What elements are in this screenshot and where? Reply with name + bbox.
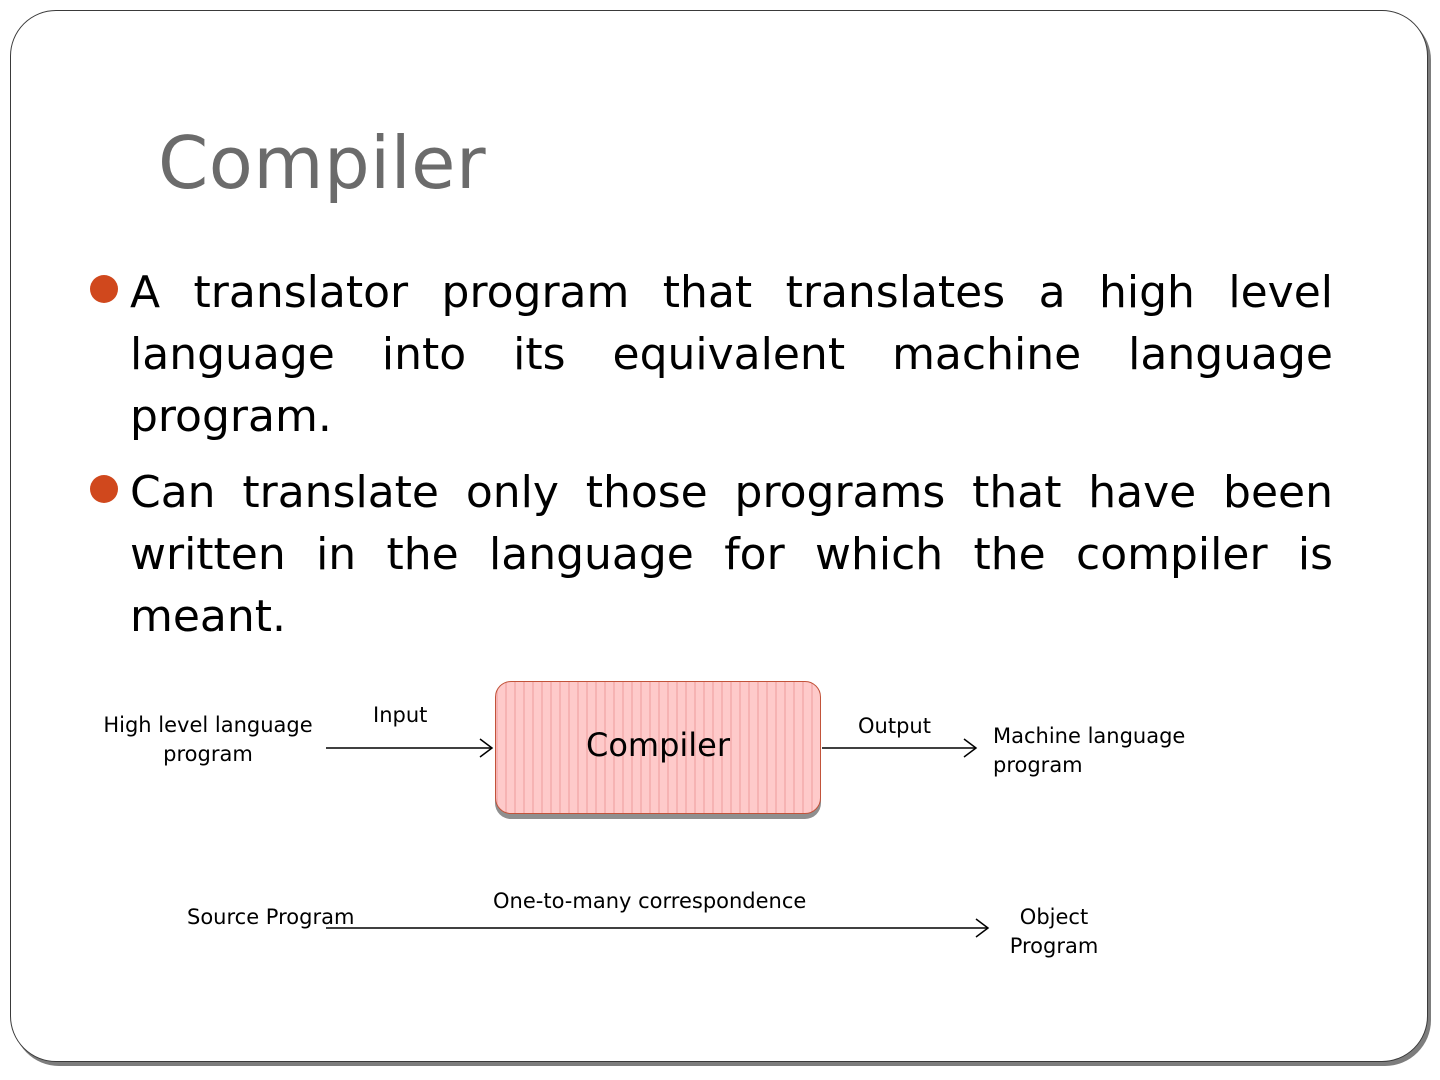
slide-title: Compiler bbox=[158, 121, 487, 205]
source-program-label: Source Program bbox=[187, 905, 355, 929]
source-label bbox=[98, 711, 318, 769]
object-program-label bbox=[1002, 903, 1106, 961]
input-label: Input bbox=[373, 703, 428, 727]
object-program-line1: Object bbox=[1019, 905, 1089, 929]
object-program-line2: Program bbox=[1009, 934, 1099, 958]
bullet-dot-icon bbox=[90, 475, 118, 503]
correspondence-label: One-to-many correspondence bbox=[493, 889, 807, 913]
bullet-item bbox=[130, 262, 1333, 448]
source-label-line2: program bbox=[163, 742, 253, 766]
bullet-item bbox=[130, 462, 1333, 648]
target-label bbox=[993, 722, 1185, 780]
compiler-box bbox=[495, 681, 821, 814]
bullet-text: Can translate only those programs that have been written in the language for which the compiler is meant. bbox=[130, 467, 1333, 642]
compiler-box-label: Compiler bbox=[585, 726, 731, 764]
bullet-list bbox=[130, 262, 1333, 662]
source-label-line1: High level language bbox=[103, 713, 313, 737]
output-label: Output bbox=[858, 714, 931, 738]
bullet-text: A translator program that translates a high level language into its equivalent machine language program. bbox=[130, 267, 1333, 442]
target-label-line1: Machine language bbox=[993, 724, 1186, 748]
target-label-line2: program bbox=[993, 753, 1083, 777]
bullet-dot-icon bbox=[90, 275, 118, 303]
